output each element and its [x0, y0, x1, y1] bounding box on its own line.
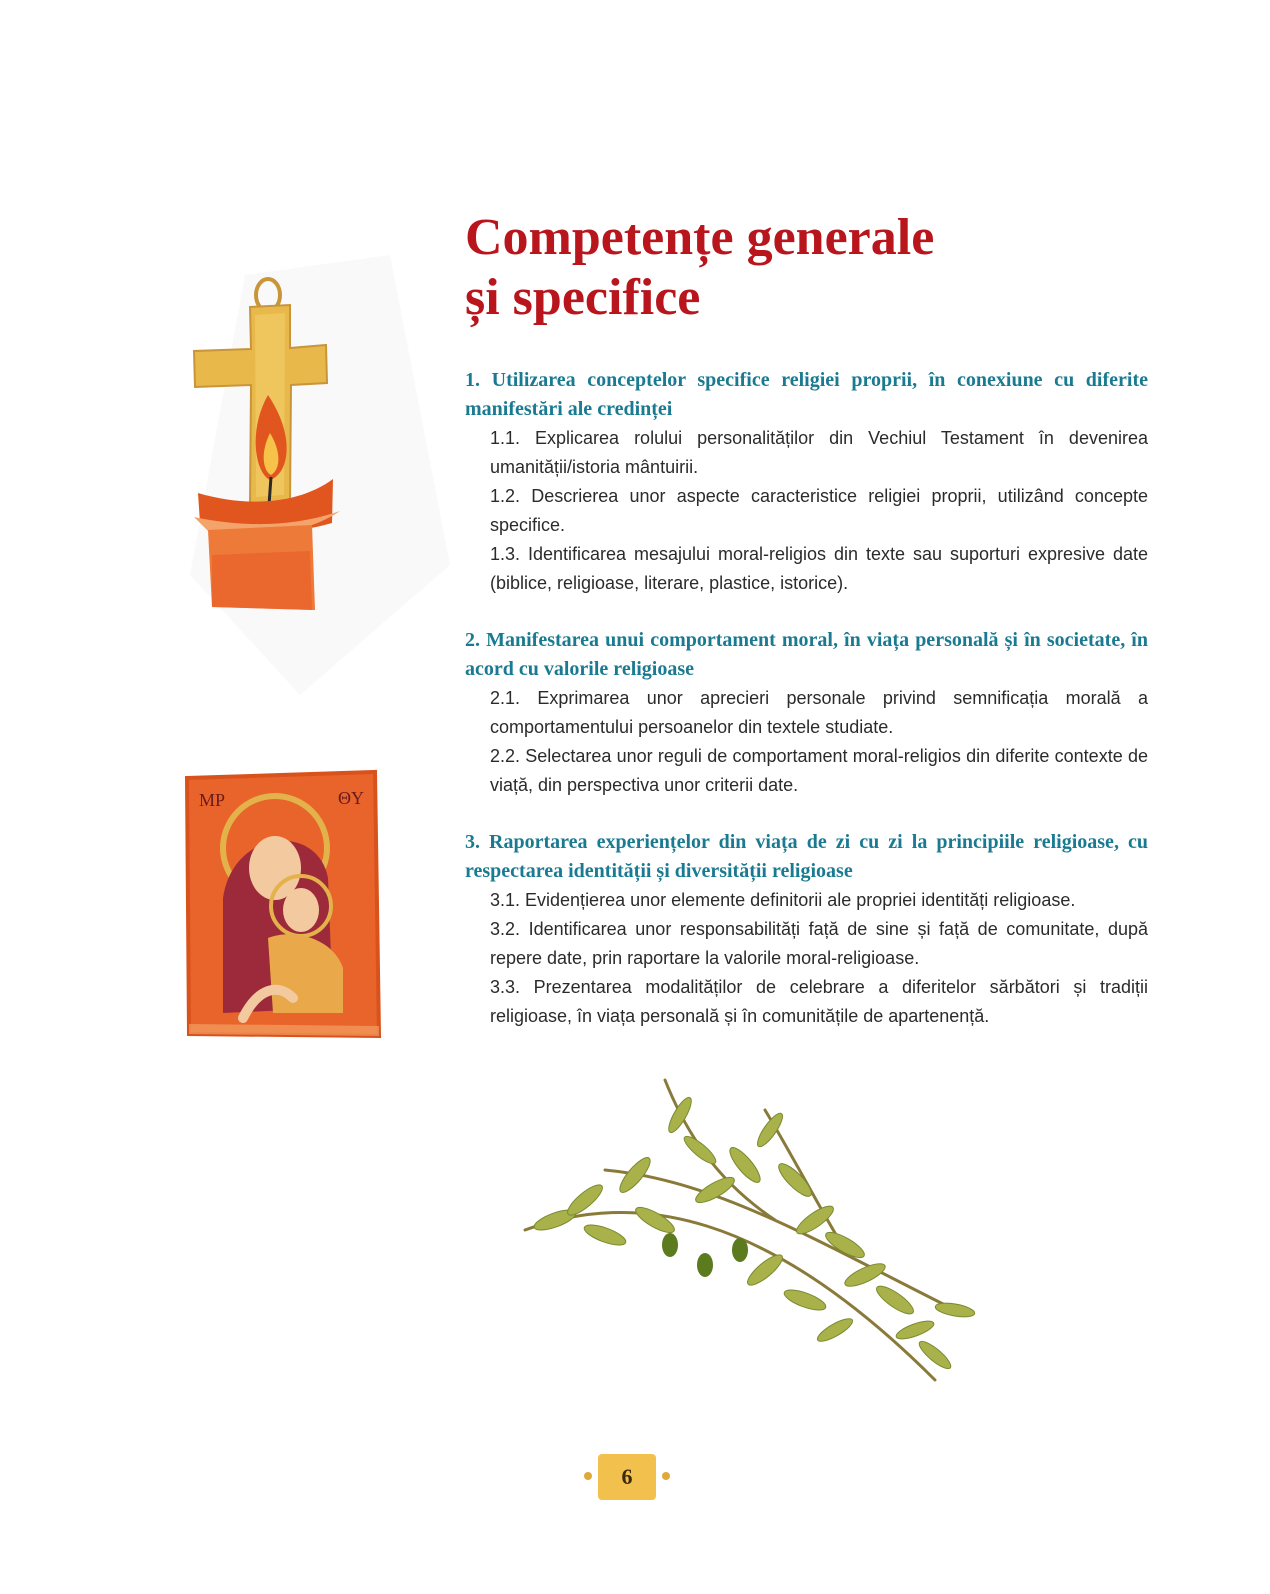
specific-competence-item: 3.2. Identificarea unor responsabilități față de sine și față de comunitate, după repere date, prin raportare la valorile moral-religioase.: [490, 919, 1148, 968]
specific-competence-item: 2.2. Selectarea unor reguli de comportament moral-religios din diferite contexte de viață, din perspectiva unor criterii date.: [490, 746, 1148, 795]
page-number-ornament-left: [584, 1472, 592, 1480]
competence-section-1: [465, 366, 1148, 598]
cross-candle-illustration: [150, 255, 460, 695]
page-title-line-2: și specifice: [465, 269, 701, 326]
section-heading: 3. Raportarea experiențelor din viața de zi cu zi la principiile religioase, cu respectarea identității și diversității religioase: [465, 831, 1148, 882]
icon-letters-right: ΘY: [338, 788, 364, 808]
competences-list: [465, 366, 1148, 1059]
page-number: 6: [621, 1464, 633, 1489]
section-heading: 1. Utilizarea conceptelor specifice religiei proprii, în conexiune cu diferite manifestări ale credinței: [465, 369, 1148, 420]
specific-competence-item: 2.1. Exprimarea unor aprecieri personale privind semnificația morală a comportamentului persoanelor din textele studiate.: [490, 688, 1148, 737]
page-title-line-1: Competențe generale: [465, 209, 935, 266]
page-title: [465, 208, 1185, 328]
icon-letters-left: MP: [199, 790, 226, 810]
specific-competence-item: 3.1. Evidențierea unor elemente definitorii ale propriei identități religioase.: [490, 890, 1076, 910]
competence-section-3: [465, 828, 1148, 1031]
competence-section-2: [465, 626, 1148, 800]
specific-competence-item: 1.2. Descrierea unor aspecte caracteristice religiei proprii, utilizând concepte specifice.: [490, 486, 1148, 535]
specific-competence-item: 3.3. Prezentarea modalităților de celebrare a diferitelor sărbători și tradiții religioase, în viața personală și în comunitățile de apartenență.: [490, 977, 1148, 1026]
icon-illustration: [183, 768, 383, 1040]
page-number-ornament-right: [662, 1472, 670, 1480]
olive-branch-illustration: [515, 1070, 1015, 1400]
specific-competence-item: 1.1. Explicarea rolului personalităților din Vechiul Testament în devenirea umanității/istoria mântuirii.: [490, 428, 1148, 477]
specific-competence-item: 1.3. Identificarea mesajului moral-religios din texte sau suporturi expresive date (biblice, religioase, literare, plastice, istorice).: [490, 544, 1148, 593]
page-number-badge: [598, 1454, 656, 1500]
section-heading: 2. Manifestarea unui comportament moral, în viața personală și în societate, în acord cu valorile religioase: [465, 629, 1148, 680]
